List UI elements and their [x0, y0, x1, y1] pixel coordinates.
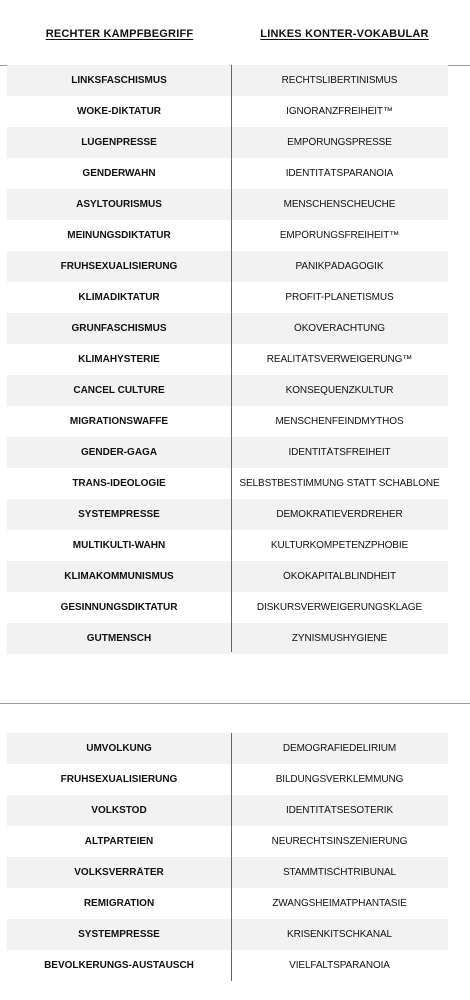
right-wing-term: FRÜHSEXUALISIERUNG [60, 774, 178, 785]
right-wing-term: SYSTEMPRESSE [78, 509, 160, 520]
table-row [7, 623, 448, 654]
right-wing-term: GUTMENSCH [86, 633, 152, 644]
counter-term: ÖKOKAPITALBLINDHEIT [283, 571, 396, 582]
counter-term: ZWANGSHEIMATPHANTASIE [272, 898, 407, 909]
table-row [7, 437, 448, 468]
counter-term: IDENTITÄTSESOTERIK [285, 805, 394, 816]
right-wing-term: VOLKSVERRÄTER [74, 867, 164, 878]
table-row [7, 733, 448, 764]
right-wing-term: BEVÖLKERUNGS-AUSTAUSCH [44, 960, 194, 971]
table-row [7, 127, 448, 158]
counter-term: MENSCHENFEINDMYTHOS [275, 416, 404, 427]
counter-term: KULTURKOMPETENZPHOBIE [270, 540, 409, 551]
counter-term: MENSCHENSCHEUCHE [283, 199, 396, 210]
counter-term: DEMOKRATIEVERDREHER [276, 509, 403, 520]
right-wing-term: KLIMAKOMMUNISMUS [64, 571, 174, 582]
section-divider [0, 703, 470, 704]
counter-term: DISKURSVERWEIGERUNGSKLAGE [256, 602, 423, 613]
right-wing-term: TRANS-IDEOLOGIE [72, 478, 166, 489]
right-wing-term: WOKE-DIKTATUR [76, 106, 162, 117]
table-row [7, 919, 448, 950]
counter-term: KRISENKITSCHKANAL [287, 929, 392, 940]
counter-term: NEURECHTSINSZENIERUNG [271, 836, 408, 847]
counter-term: EMPÖRUNGSFREIHEIT™ [279, 230, 400, 241]
right-wing-term: UMVOLKUNG [86, 743, 152, 754]
counter-term: RECHTSLIBERTINISMUS [281, 75, 398, 86]
counter-term: BILDUNGSVERKLEMMUNG [275, 774, 404, 785]
table-header [0, 28, 470, 50]
right-wing-term: CANCEL CULTURE [73, 385, 165, 396]
right-wing-term: ALTPARTEIEN [84, 836, 154, 847]
right-wing-term: VOLKSTOD [91, 805, 147, 816]
column-divider [231, 65, 232, 652]
header-right-wing-term: RECHTER KAMPFBEGRIFF [45, 28, 194, 40]
table-row [7, 344, 448, 375]
right-wing-term: GENDERWAHN [82, 168, 156, 179]
table-row [7, 530, 448, 561]
table-row [7, 826, 448, 857]
right-wing-term: KLIMADIKTATUR [78, 292, 160, 303]
right-wing-term: FRÜHSEXUALISIERUNG [60, 261, 178, 272]
counter-term: EMPÖRUNGSPRESSE [287, 137, 392, 148]
table-row [7, 158, 448, 189]
table-row [7, 795, 448, 826]
right-wing-term: GENDER-GAGA [80, 447, 158, 458]
table-row [7, 220, 448, 251]
table-row [7, 282, 448, 313]
table-row [7, 375, 448, 406]
counter-term: REALITÄTSVERWEIGERUNG™ [266, 354, 413, 365]
counter-term: ZYNISMUSHYGIENE [291, 633, 388, 644]
counter-term: ÖKOVERACHTUNG [294, 323, 385, 334]
right-wing-term: ASYLTOURISMUS [76, 199, 162, 210]
table-row [7, 65, 448, 96]
table-row [7, 406, 448, 437]
counter-term: SELBSTBESTIMMUNG STATT SCHABLONE [239, 478, 440, 489]
counter-term: PROFIT-PLANETISMUS [285, 292, 394, 303]
right-wing-term: GRÜNFASCHISMUS [71, 323, 167, 334]
counter-term: KONSEQUENZKULTUR [285, 385, 394, 396]
table-row [7, 764, 448, 795]
term-table-1 [7, 65, 448, 654]
table-row [7, 96, 448, 127]
term-table-2 [7, 733, 448, 981]
right-wing-term: KLIMAHYSTERIE [78, 354, 160, 365]
table-row [7, 888, 448, 919]
column-divider [231, 733, 232, 981]
table-row [7, 189, 448, 220]
counter-term: VIELFALTSPARANOIA [289, 960, 390, 971]
table-row [7, 468, 448, 499]
right-wing-term: REMIGRATION [83, 898, 155, 909]
counter-term: IGNORANZFREIHEIT™ [286, 106, 393, 117]
right-wing-term: LINKSFASCHISMUS [71, 75, 167, 86]
counter-term: DEMOGRAFIEDELIRIUM [282, 743, 397, 754]
counter-term: IDENTITÄTSPARANOIA [285, 168, 394, 179]
table-row [7, 313, 448, 344]
table-row [7, 251, 448, 282]
header-left-counter-term: LINKES KONTER-VOKABULAR [260, 28, 429, 40]
table-row [7, 857, 448, 888]
right-wing-term: LÜGENPRESSE [81, 137, 157, 148]
counter-term: STAMMTISCHTRIBUNAL [282, 867, 397, 878]
table-row [7, 592, 448, 623]
counter-term: PANIKPÄDAGOGIK [295, 261, 384, 272]
right-wing-term: SYSTEMPRESSE [78, 929, 160, 940]
table-row [7, 499, 448, 530]
table-row [7, 950, 448, 981]
counter-term: IDENTITÄTSFREIHEIT [288, 447, 391, 458]
table-row [7, 561, 448, 592]
right-wing-term: MIGRATIONSWAFFE [69, 416, 169, 427]
right-wing-term: MULTIKULTI-WAHN [72, 540, 166, 551]
right-wing-term: MEINUNGSDIKTATUR [67, 230, 171, 241]
right-wing-term: GESINNUNGSDIKTATUR [60, 602, 178, 613]
